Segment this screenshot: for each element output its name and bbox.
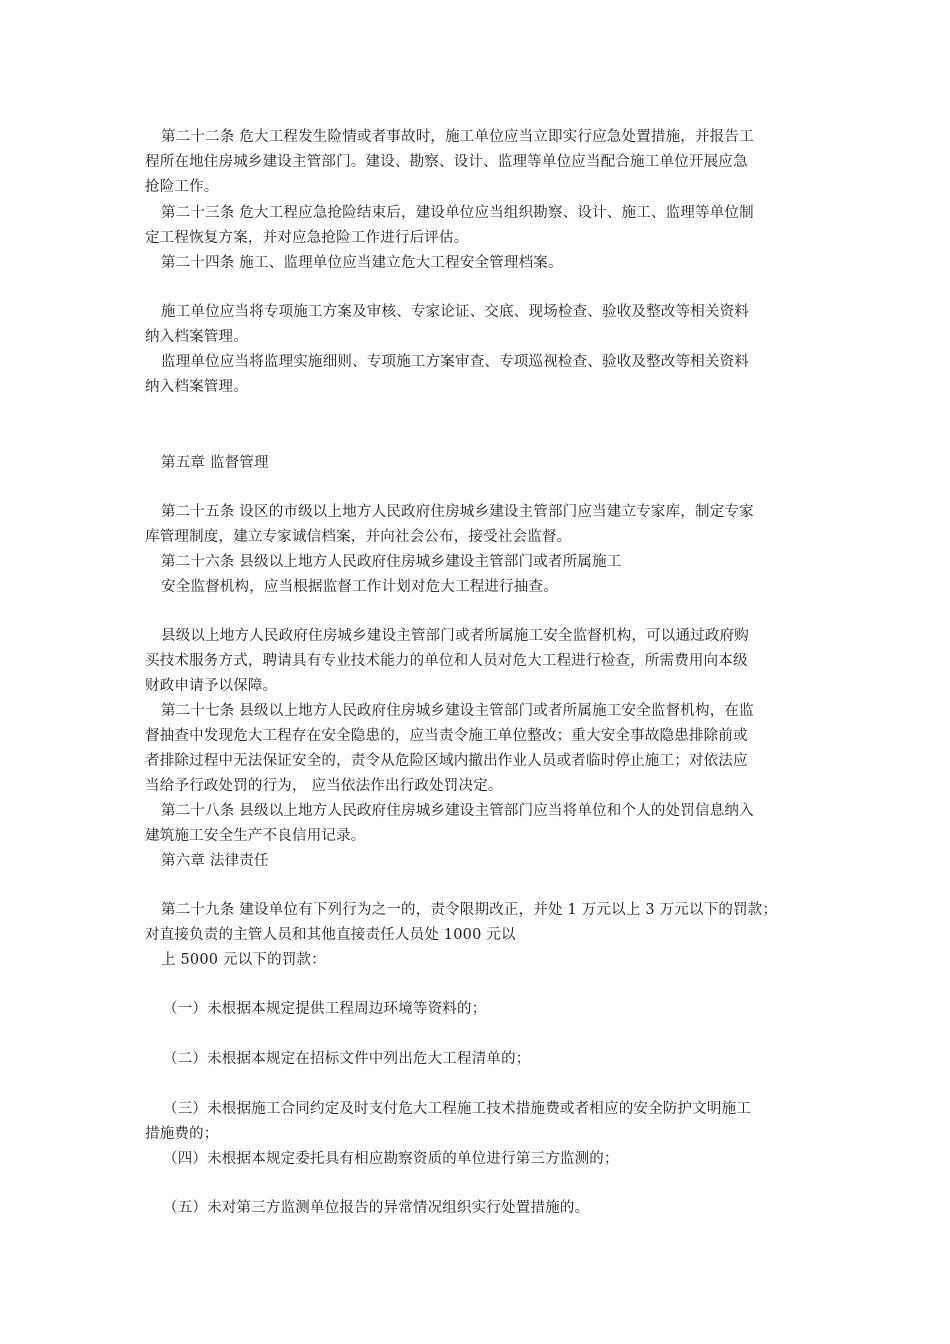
- text-line: 安全监督机构，应当根据监督工作计划对危大工程进行抽查。: [161, 579, 558, 595]
- text-line: 第二十二条 危大工程发生险情或者事故时，施工单位应当立即实行应急处置措施，并报告工: [161, 129, 754, 145]
- text-line: 督抽查中发现危大工程存在安全隐患的，应当责令施工单位整改；重大安全事故隐患排除前或: [145, 728, 748, 744]
- chapter-heading: 第五章 监督管理: [161, 455, 269, 471]
- text-line: 施工单位应当将专项施工方案及审核、专家论证、交底、现场检查、验收及整改等相关资料: [161, 304, 749, 320]
- text-line: 第二十九条 建设单位有下列行为之一的，责令限期改正，并处 1 万元以上 3 万元以下的罚款；: [161, 902, 778, 918]
- text-line: 对直接负责的主管人员和其他直接责任人员处 1000 元以: [145, 927, 516, 943]
- text-line: 第二十八条 县级以上地方人民政府住房城乡建设主管部门应当将单位和个人的处罚信息纳入: [161, 803, 754, 819]
- text-line: 监理单位应当将监理实施细则、专项施工方案审查、专项巡视检查、验收及整改等相关资料: [161, 354, 749, 370]
- list-item: （四）未根据本规定委托具有相应勘察资质的单位进行第三方监测的；: [163, 1151, 619, 1167]
- text-line: 库管理制度，建立专家诚信档案，并向社会公布，接受社会监督。: [145, 529, 572, 545]
- list-item: （二）未根据本规定在招标文件中列出危大工程清单的；: [163, 1051, 531, 1067]
- text-line: 第二十七条 县级以上地方人民政府住房城乡建设主管部门或者所属施工安全监督机构，在监: [161, 703, 754, 719]
- text-line: 定工程恢复方案，并对应急抢险工作进行后评估。: [145, 230, 469, 246]
- text-line: 第二十四条 施工、监理单位应当建立危大工程安全管理档案。: [161, 255, 563, 271]
- text-line: 买技术服务方式，聘请具有专业技术能力的单位和人员对危大工程进行检查，所需费用向本级: [145, 653, 748, 669]
- chapter-heading: 第六章 法律责任: [161, 853, 269, 869]
- text-line: 财政申请予以保障。: [145, 678, 278, 694]
- text-line: 抢险工作。: [145, 179, 219, 195]
- text-line: 县级以上地方人民政府住房城乡建设主管部门或者所属施工安全监督机构，可以通过政府购: [161, 628, 749, 644]
- text-line: 措施费的；: [145, 1126, 219, 1142]
- list-item: （一）未根据本规定提供工程周边环境等资料的；: [163, 1001, 487, 1017]
- text-line: 第二十六条 县级以上地方人民政府住房城乡建设主管部门或者所属施工: [161, 554, 622, 570]
- text-line: 纳入档案管理。: [145, 379, 248, 395]
- list-item: （三）未根据施工合同约定及时支付危大工程施工技术措施费或者相应的安全防护文明施工: [163, 1101, 751, 1117]
- text-line: 第二十五条 设区的市级以上地方人民政府住房城乡建设主管部门应当建立专家库，制定专家: [161, 504, 754, 520]
- text-line: 建筑施工安全生产不良信用记录。: [145, 828, 366, 844]
- text-line: 上 5000 元以下的罚款：: [161, 952, 326, 968]
- text-line: 者排除过程中无法保证安全的，责令从危险区域内撤出作业人员或者临时停止施工；对依法应: [145, 753, 748, 769]
- text-line: 纳入档案管理。: [145, 329, 248, 345]
- text-line: 当给予行政处罚的行为， 应当依法作出行政处罚决定。: [145, 778, 503, 794]
- text-line: 程所在地住房城乡建设主管部门。建设、勘察、设计、监理等单位应当配合施工单位开展应急: [145, 154, 748, 170]
- list-item: （五）未对第三方监测单位报告的异常情况组织实行处置措施的。: [163, 1200, 590, 1216]
- text-line: 第二十三条 危大工程应急抢险结束后，建设单位应当组织勘察、设计、施工、监理等单位制: [161, 205, 754, 221]
